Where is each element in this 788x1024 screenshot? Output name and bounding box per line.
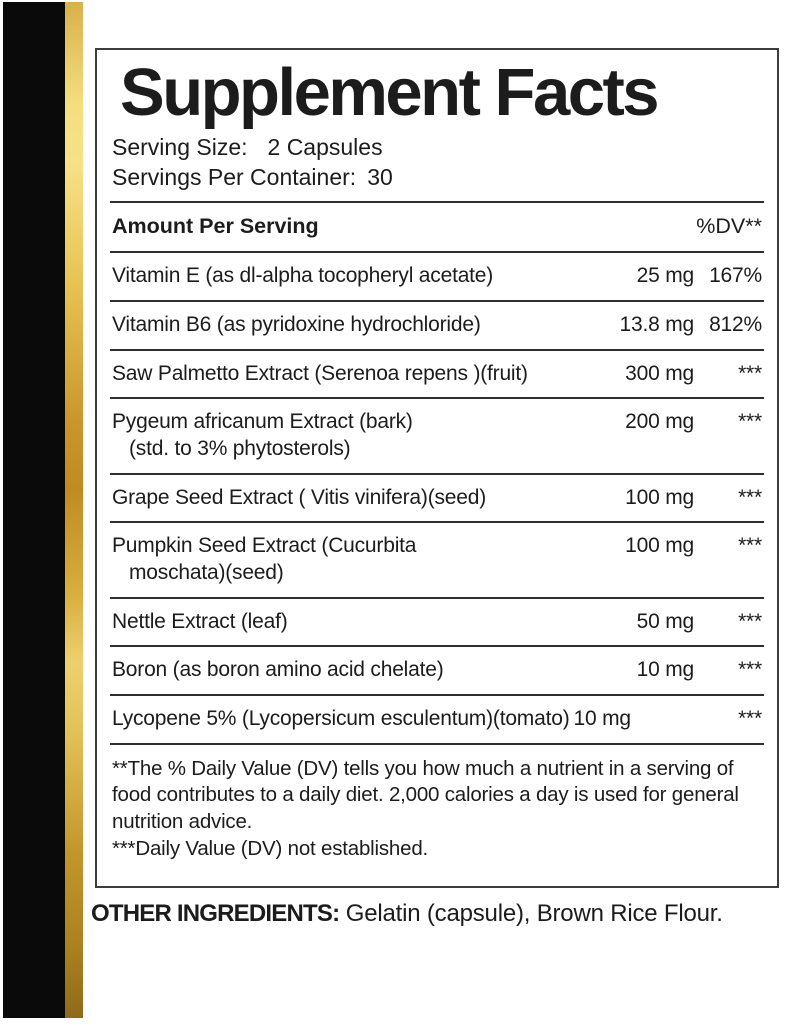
ingredient-dv: 812% (709, 313, 762, 337)
table-row (110, 696, 764, 743)
ingredient-dv: 167% (709, 264, 762, 288)
not-established-note: ***Daily Value (DV) not established. (112, 836, 429, 860)
ingredient-name: Vitamin E (as dl-alpha tocopheryl acetate) (112, 264, 494, 288)
gold-accent-stripe (65, 2, 83, 1018)
ingredient-name (112, 533, 599, 586)
ingredient-amount: 200 mg (625, 410, 694, 434)
servings-per-container-label: Servings Per Container: (112, 163, 357, 190)
panel-title: Supplement Facts (120, 55, 658, 130)
serving-size-line (110, 133, 764, 163)
column-header-row (110, 203, 764, 251)
daily-value-note: **The % Daily Value (DV) tells you how much a nutrient in a serving of food contributes to a daily diet. 2,000 calories a day is used for general nutrition advice. (112, 756, 739, 833)
other-ingredients-value: Gelatin (capsule), Brown Rice Flour. (345, 900, 723, 927)
ingredient-name-line1: Pygeum africanum Extract (bark) (112, 410, 413, 434)
ingredient-dv: *** (738, 485, 762, 509)
ingredient-name-line2: moschata)(seed) (129, 561, 284, 585)
ingredient-name: Vitamin B6 (as pyridoxine hydrochloride) (112, 313, 481, 337)
ingredient-amount: 100 mg (625, 534, 694, 558)
ingredient-name-line1: Pumpkin Seed Extract (Cucurbita (112, 534, 417, 558)
ingredient-amount: 300 mg (625, 361, 694, 385)
table-row (110, 302, 764, 349)
table-row (110, 647, 764, 694)
ingredient-dv: *** (738, 361, 762, 385)
ingredient-amount: 25 mg (636, 264, 694, 288)
other-ingredients-line (91, 899, 783, 929)
footnote-block (110, 745, 764, 869)
ingredient-name: Saw Palmetto Extract (Serenoa repens )(fruit) (112, 361, 528, 385)
ingredient-name: Boron (as boron amino acid chelate) (112, 658, 444, 682)
left-black-bar (3, 2, 65, 1018)
ingredient-amount: 13.8 mg (619, 313, 694, 337)
servings-per-container-line (110, 163, 764, 193)
other-ingredients-label: OTHER INGREDIENTS: (91, 900, 340, 927)
ingredient-dv: *** (738, 410, 762, 434)
ingredient-amount: 50 mg (636, 609, 694, 633)
table-row (110, 351, 764, 398)
table-row (110, 475, 764, 522)
ingredient-amount: 10 mg (636, 658, 694, 682)
serving-size-label: Serving Size: (112, 133, 248, 160)
ingredient-dv: *** (738, 609, 762, 633)
serving-size-value: 2 Capsules (267, 133, 383, 160)
ingredient-name: Lycopene 5% (Lycopersicum esculentum)(tomato) (112, 707, 570, 731)
table-row (110, 253, 764, 300)
ingredient-dv: *** (738, 707, 762, 731)
servings-per-container-value: 30 (367, 163, 393, 190)
ingredient-amount: 10 mg (573, 707, 631, 731)
percent-dv-label: %DV** (696, 214, 762, 239)
table-row (110, 599, 764, 646)
ingredient-name: Nettle Extract (leaf) (112, 609, 288, 633)
ingredient-dv: *** (738, 658, 762, 682)
ingredient-name-line2: (std. to 3% phytosterols) (129, 437, 351, 461)
table-row (110, 399, 764, 472)
supplement-facts-panel (95, 48, 779, 888)
amount-per-serving-label: Amount Per Serving (112, 214, 319, 239)
table-row (110, 523, 764, 596)
ingredient-amount: 100 mg (625, 485, 694, 509)
ingredient-name: Grape Seed Extract ( Vitis vinifera)(seed) (112, 485, 487, 509)
ingredient-dv: *** (738, 534, 762, 558)
ingredient-name (112, 409, 599, 462)
